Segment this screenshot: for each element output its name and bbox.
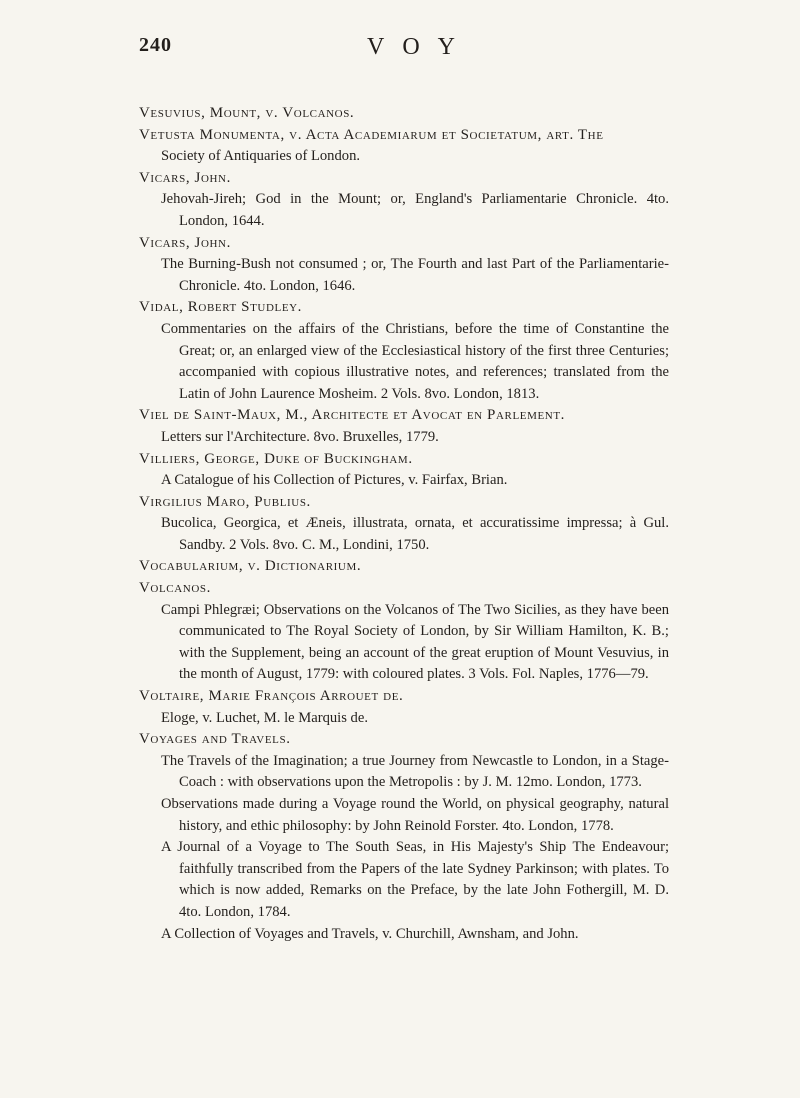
entry-heading: Viel de Saint-Maux, M., Architecte et Avocat en Parlement. bbox=[139, 407, 566, 424]
catalogue-entry bbox=[139, 492, 669, 557]
entry-heading: Vetusta Monumenta, v. Acta Academiarum et Societatum, art. The bbox=[139, 126, 604, 143]
catalogue-entry bbox=[139, 233, 669, 298]
catalogue-entry bbox=[139, 578, 669, 686]
entry-work: The Travels of the Imagination; a true Journey from Newcastle to London, in a Stage-Coach : with observations upon the Metropolis : by J. M. 12mo. London, 1773. bbox=[161, 752, 669, 791]
entry-heading: Vidal, Robert Studley. bbox=[139, 299, 303, 316]
catalogue-entry bbox=[139, 168, 669, 233]
page-header bbox=[139, 34, 659, 64]
running-head: VOY bbox=[367, 34, 473, 60]
catalogue-entry bbox=[139, 729, 669, 945]
catalogue-entry bbox=[139, 125, 669, 168]
entry-work: Eloge, v. Luchet, M. le Marquis de. bbox=[161, 709, 368, 726]
entry-work: Society of Antiquaries of London. bbox=[161, 148, 361, 165]
catalogue-entry bbox=[139, 103, 669, 125]
entry-heading: Vicars, John. bbox=[139, 169, 231, 186]
entry-work: A Journal of a Voyage to The South Seas, in His Majesty's Ship The Endeavour; faithfully transcribed from the Papers of the late Sydney Parkinson; with plates. To which is now added, Remarks on the Preface, by the late John Fothergill, M. D. 4to. London, 1784. bbox=[161, 839, 669, 920]
entry-heading: Vicars, John. bbox=[139, 234, 231, 251]
entry-work: Commentaries on the affairs of the Christians, before the time of Constantine the Great; or, an enlarged view of the Ecclesiastical history of the first three Centuries; accompanied with copious illustrative notes, and references; translated from the Latin of John Laurence Mosheim. 2 Vols. 8vo. London, 1813. bbox=[161, 320, 669, 402]
catalogue-entry bbox=[139, 556, 669, 578]
catalogue-entry bbox=[139, 405, 669, 448]
entry-work: A Catalogue of his Collection of Pictures, v. Fairfax, Brian. bbox=[161, 472, 508, 489]
catalogue-entry bbox=[139, 297, 669, 405]
entry-work: The Burning-Bush not consumed ; or, The Fourth and last Part of the Parliamentarie-Chronicle. 4to. London, 1646. bbox=[161, 256, 669, 294]
entry-work: Jehovah-Jireh; God in the Mount; or, England's Parliamentarie Chronicle. 4to. London, 1644. bbox=[161, 191, 669, 229]
entry-heading: Villiers, George, Duke of Buckingham. bbox=[139, 450, 413, 467]
catalogue-entry bbox=[139, 686, 669, 729]
page-number: 240 bbox=[139, 34, 172, 56]
catalogue-entry bbox=[139, 449, 669, 492]
entry-heading: Vesuvius, Mount, v. Volcanos. bbox=[139, 105, 355, 121]
entry-work: Bucolica, Georgica, et Æneis, illustrata, ornata, et accuratissime impressa; à Gul. Sandby. 2 Vols. 8vo. C. M., Londini, 1750. bbox=[161, 515, 669, 553]
entry-heading: Voltaire, Marie François Arrouet de. bbox=[139, 688, 404, 705]
entry-work: Letters sur l'Architecture. 8vo. Bruxelles, 1779. bbox=[161, 428, 439, 445]
entry-heading: Virgilius Maro, Publius. bbox=[139, 493, 311, 510]
entry-work: Campi Phlegræi; Observations on the Volcanos of The Two Sicilies, as they have been communicated to The Royal Society of London, by Sir William Hamilton, K. B.; with the Supplement, being an account of the great eruption of Mount Vesuvius, in the month of August, 1779: with coloured plates. 3 Vols. Fol. Naples, 1776—79. bbox=[161, 601, 669, 683]
entry-heading: Volcanos. bbox=[139, 580, 211, 597]
entry-heading: Voyages and Travels. bbox=[139, 731, 291, 748]
entry-work: Observations made during a Voyage round the World, on physical geography, natural history, and ethic philosophy: by John Reinold Forster. 4to. London, 1778. bbox=[161, 796, 669, 834]
catalogue-entries bbox=[139, 103, 669, 945]
entry-heading: Vocabularium, v. Dictionarium. bbox=[139, 558, 362, 575]
entry-work: A Collection of Voyages and Travels, v. Churchill, Awnsham, and John. bbox=[161, 925, 579, 942]
